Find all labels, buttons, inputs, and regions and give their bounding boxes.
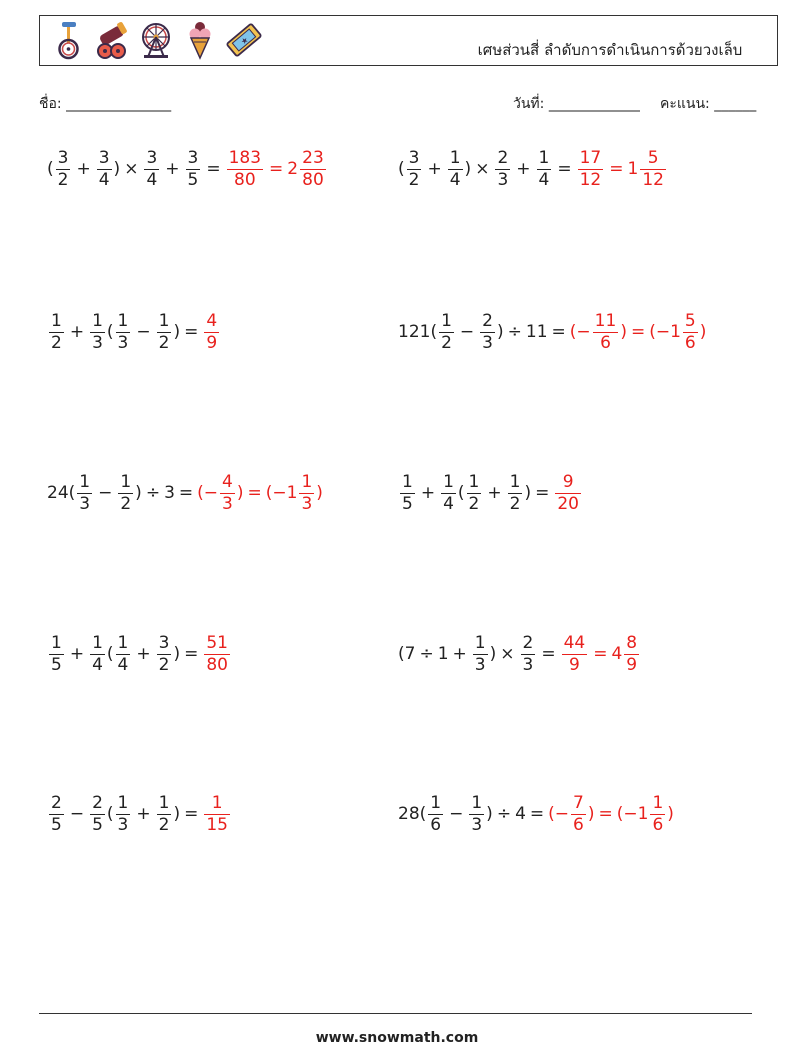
denominator: 2	[509, 493, 521, 514]
term: )	[464, 159, 472, 179]
answer	[197, 471, 323, 514]
numerator: 2	[497, 147, 509, 168]
answer	[553, 471, 583, 514]
denominator: 5	[51, 814, 62, 835]
denominator: 2	[57, 169, 69, 190]
problem-8	[398, 629, 641, 679]
ferris-wheel-icon	[138, 20, 174, 60]
fraction	[90, 310, 105, 353]
operator: +	[136, 644, 151, 664]
term: 4	[611, 644, 623, 664]
operator: =	[557, 159, 572, 179]
term: )	[486, 804, 493, 824]
numerator: 5	[647, 147, 659, 168]
denominator: 80	[234, 169, 256, 190]
fraction	[49, 310, 64, 353]
numerator: 1	[538, 147, 550, 168]
operator: −	[98, 483, 113, 503]
term: (−	[548, 804, 570, 824]
term: )	[236, 483, 244, 503]
ticket-icon	[226, 20, 262, 60]
denominator: 9	[568, 654, 580, 675]
fraction	[473, 632, 488, 675]
score-field: คะแนน: ______	[660, 96, 757, 112]
numerator: 23	[302, 147, 324, 168]
fraction	[204, 310, 219, 353]
term: )	[667, 804, 674, 824]
fraction	[118, 471, 133, 514]
problem-7	[47, 629, 232, 679]
fraction	[508, 471, 523, 514]
denominator: 5	[92, 814, 103, 835]
operator: =	[598, 804, 613, 824]
fraction	[467, 471, 482, 514]
fraction	[469, 792, 484, 835]
fraction	[562, 632, 588, 675]
numerator: 1	[301, 471, 313, 492]
term: (	[457, 483, 465, 503]
fraction	[116, 632, 131, 675]
denominator: 3	[522, 654, 534, 675]
numerator: 2	[522, 632, 534, 653]
operator: ×	[124, 159, 139, 179]
numerator: 1	[120, 471, 132, 492]
cannon-icon	[94, 20, 130, 60]
operator: +	[69, 322, 85, 342]
term: (−1	[616, 804, 649, 824]
term: (	[47, 159, 54, 179]
name-field: ชื่อ: _______________	[39, 96, 172, 112]
denominator: 2	[408, 169, 420, 190]
denominator: 2	[158, 654, 170, 675]
denominator: 2	[441, 332, 452, 353]
denominator: 3	[222, 493, 233, 514]
fraction	[157, 310, 172, 353]
denominator: 15	[206, 814, 228, 835]
fraction	[204, 632, 230, 675]
numerator: 1	[474, 632, 486, 653]
denominator: 2	[120, 493, 132, 514]
numerator: 1	[158, 792, 170, 813]
worksheet-header	[39, 15, 778, 66]
denominator: 3	[117, 814, 129, 835]
operator: ÷	[419, 644, 434, 664]
fraction	[157, 792, 172, 835]
denominator: 4	[443, 493, 454, 514]
denominator: 3	[79, 493, 91, 514]
term: )	[135, 483, 142, 503]
denominator: 3	[474, 654, 486, 675]
operator: +	[487, 483, 502, 503]
fraction	[186, 147, 201, 190]
operator: +	[165, 159, 180, 179]
fraction	[204, 792, 230, 835]
numerator: 1	[92, 632, 103, 653]
numerator: 1	[402, 471, 413, 492]
operator: =	[529, 804, 545, 824]
operator: =	[184, 322, 199, 342]
fraction	[49, 632, 64, 675]
term: (7	[398, 644, 416, 664]
operator: −	[449, 804, 464, 824]
svg-text:★: ★	[239, 35, 251, 47]
numerator: 3	[98, 147, 110, 168]
answer	[569, 310, 707, 353]
fraction	[144, 147, 159, 190]
numerator: 2	[482, 310, 493, 331]
term: )	[113, 159, 121, 179]
answer	[576, 147, 668, 190]
fraction	[683, 310, 698, 353]
term: (	[106, 644, 114, 664]
operator: ÷	[145, 483, 161, 503]
operator: =	[630, 322, 646, 342]
denominator: 3	[482, 332, 493, 353]
denominator: 5	[51, 654, 62, 675]
numerator: 8	[626, 632, 638, 653]
fraction	[227, 147, 263, 190]
numerator: 17	[579, 147, 602, 168]
ice-cream-icon	[182, 20, 218, 60]
numerator: 1	[117, 632, 129, 653]
numerator: 1	[211, 792, 223, 813]
problem-3	[47, 307, 221, 357]
footer-website: www.snowmath.com	[315, 1030, 479, 1046]
denominator: 4	[92, 654, 103, 675]
denominator: 3	[471, 814, 483, 835]
numerator: 4	[222, 471, 233, 492]
fraction	[593, 310, 619, 353]
numerator: 1	[449, 147, 461, 168]
fraction	[571, 792, 586, 835]
fraction	[578, 147, 604, 190]
fraction	[624, 632, 639, 675]
numerator: 2	[92, 792, 103, 813]
numerator: 2	[51, 792, 62, 813]
denominator: 6	[600, 332, 611, 353]
denominator: 4	[449, 169, 461, 190]
numerator: 1	[51, 310, 62, 331]
term: (−	[197, 483, 219, 503]
term: 2	[287, 159, 299, 179]
term: )	[587, 804, 595, 824]
fraction	[448, 147, 463, 190]
answer	[560, 632, 642, 675]
answer	[202, 632, 232, 675]
numerator: 3	[158, 632, 170, 653]
operator: +	[76, 159, 91, 179]
denominator: 20	[557, 493, 579, 514]
fraction	[441, 471, 456, 514]
fraction	[439, 310, 454, 353]
term: )	[173, 804, 181, 824]
fraction	[400, 471, 415, 514]
fraction	[650, 792, 665, 835]
numerator: 7	[573, 792, 584, 813]
term: 1	[437, 644, 449, 664]
denominator: 2	[158, 814, 170, 835]
fraction	[495, 147, 510, 190]
problem-5	[47, 468, 323, 518]
term: 11	[525, 322, 548, 342]
operator: −	[459, 322, 475, 342]
operator: +	[420, 483, 436, 503]
fraction	[220, 471, 235, 514]
operator: =	[535, 483, 550, 503]
fraction	[480, 310, 495, 353]
term: )	[497, 322, 504, 342]
term: (	[106, 322, 114, 342]
numerator: 183	[228, 147, 262, 168]
denominator: 5	[402, 493, 413, 514]
denominator: 6	[684, 332, 696, 353]
denominator: 4	[117, 654, 129, 675]
denominator: 12	[579, 169, 602, 190]
denominator: 12	[642, 169, 664, 190]
term: )	[316, 483, 323, 503]
numerator: 44	[563, 632, 586, 653]
numerator: 1	[471, 792, 483, 813]
problem-10	[398, 789, 674, 839]
denominator: 3	[301, 493, 313, 514]
numerator: 1	[92, 310, 103, 331]
header-icons	[50, 20, 262, 60]
operator: =	[184, 644, 199, 664]
fraction	[640, 147, 666, 190]
operator: +	[136, 804, 151, 824]
operator: =	[178, 483, 194, 503]
operator: =	[609, 159, 624, 179]
term: 24(	[47, 483, 76, 503]
problem-1	[47, 144, 328, 194]
denominator: 3	[117, 332, 129, 353]
operator: =	[541, 644, 556, 664]
numerator: 1	[51, 632, 62, 653]
numerator: 3	[57, 147, 69, 168]
operator: =	[593, 644, 608, 664]
term: )	[489, 644, 497, 664]
operator: ×	[500, 644, 515, 664]
numerator: 51	[206, 632, 228, 653]
numerator: 1	[509, 471, 521, 492]
numerator: 3	[146, 147, 158, 168]
numerator: 5	[684, 310, 696, 331]
footer-divider	[39, 1013, 752, 1014]
operator: ÷	[496, 804, 512, 824]
term: )	[173, 644, 181, 664]
answer	[202, 792, 232, 835]
term: 4	[515, 804, 526, 824]
denominator: 4	[98, 169, 110, 190]
term: (	[398, 159, 405, 179]
denominator: 6	[652, 814, 664, 835]
fraction	[116, 792, 131, 835]
denominator: 2	[468, 493, 480, 514]
fraction	[157, 632, 172, 675]
fraction	[521, 632, 536, 675]
numerator: 3	[408, 147, 420, 168]
fraction	[77, 471, 92, 514]
page-title: เศษส่วนสี่ ลำดับการดำเนินการด้วยวงเล็บ	[477, 41, 743, 59]
problem-2	[398, 144, 668, 194]
term: (−1	[265, 483, 298, 503]
denominator: 80	[206, 654, 228, 675]
numerator: 1	[441, 310, 452, 331]
numerator: 9	[562, 471, 574, 492]
term: )	[173, 322, 181, 342]
fraction	[299, 471, 314, 514]
denominator: 3	[497, 169, 509, 190]
term: )	[524, 483, 532, 503]
fraction	[116, 310, 131, 353]
answer	[548, 792, 674, 835]
denominator: 9	[206, 332, 218, 353]
operator: +	[427, 159, 442, 179]
operator: −	[69, 804, 85, 824]
denominator: 6	[430, 814, 442, 835]
fraction	[56, 147, 71, 190]
operator: +	[452, 644, 467, 664]
operator: +	[69, 644, 85, 664]
numerator: 1	[117, 310, 129, 331]
operator: ×	[475, 159, 490, 179]
operator: +	[516, 159, 531, 179]
operator: =	[206, 159, 221, 179]
denominator: 9	[626, 654, 638, 675]
date-field: วันที่: _____________	[513, 96, 640, 112]
fraction	[90, 792, 105, 835]
unicycle-icon	[50, 20, 86, 60]
numerator: 1	[117, 792, 129, 813]
answer	[225, 147, 328, 190]
operator: =	[551, 322, 566, 342]
problem-4	[398, 307, 706, 357]
numerator: 11	[594, 310, 617, 331]
fraction	[97, 147, 112, 190]
numerator: 1	[468, 471, 480, 492]
operator: −	[136, 322, 151, 342]
denominator: 3	[92, 332, 103, 353]
fraction	[407, 147, 422, 190]
fraction	[555, 471, 581, 514]
fraction	[300, 147, 326, 190]
denominator: 80	[302, 169, 324, 190]
fraction	[537, 147, 552, 190]
term: 121(	[398, 322, 438, 342]
denominator: 2	[51, 332, 62, 353]
numerator: 1	[430, 792, 442, 813]
operator: =	[269, 159, 284, 179]
denominator: 4	[538, 169, 550, 190]
numerator: 1	[79, 471, 91, 492]
operator: ÷	[507, 322, 522, 342]
term: 28(	[398, 804, 427, 824]
term: )	[699, 322, 707, 342]
fraction	[49, 792, 64, 835]
denominator: 6	[573, 814, 584, 835]
denominator: 2	[158, 332, 170, 353]
term: (	[106, 804, 114, 824]
numerator: 4	[206, 310, 218, 331]
problem-6	[398, 468, 583, 518]
numerator: 1	[443, 471, 454, 492]
problem-9	[47, 789, 232, 839]
term: 1	[627, 159, 639, 179]
operator: =	[247, 483, 262, 503]
denominator: 4	[146, 169, 158, 190]
answer	[202, 310, 221, 353]
term: (−	[569, 322, 591, 342]
term: )	[620, 322, 627, 342]
term: (−1	[649, 322, 681, 342]
fraction	[428, 792, 443, 835]
fraction	[90, 632, 105, 675]
denominator: 5	[187, 169, 199, 190]
term: 3	[164, 483, 175, 503]
numerator: 3	[187, 147, 199, 168]
numerator: 1	[158, 310, 170, 331]
operator: =	[184, 804, 199, 824]
numerator: 1	[652, 792, 664, 813]
